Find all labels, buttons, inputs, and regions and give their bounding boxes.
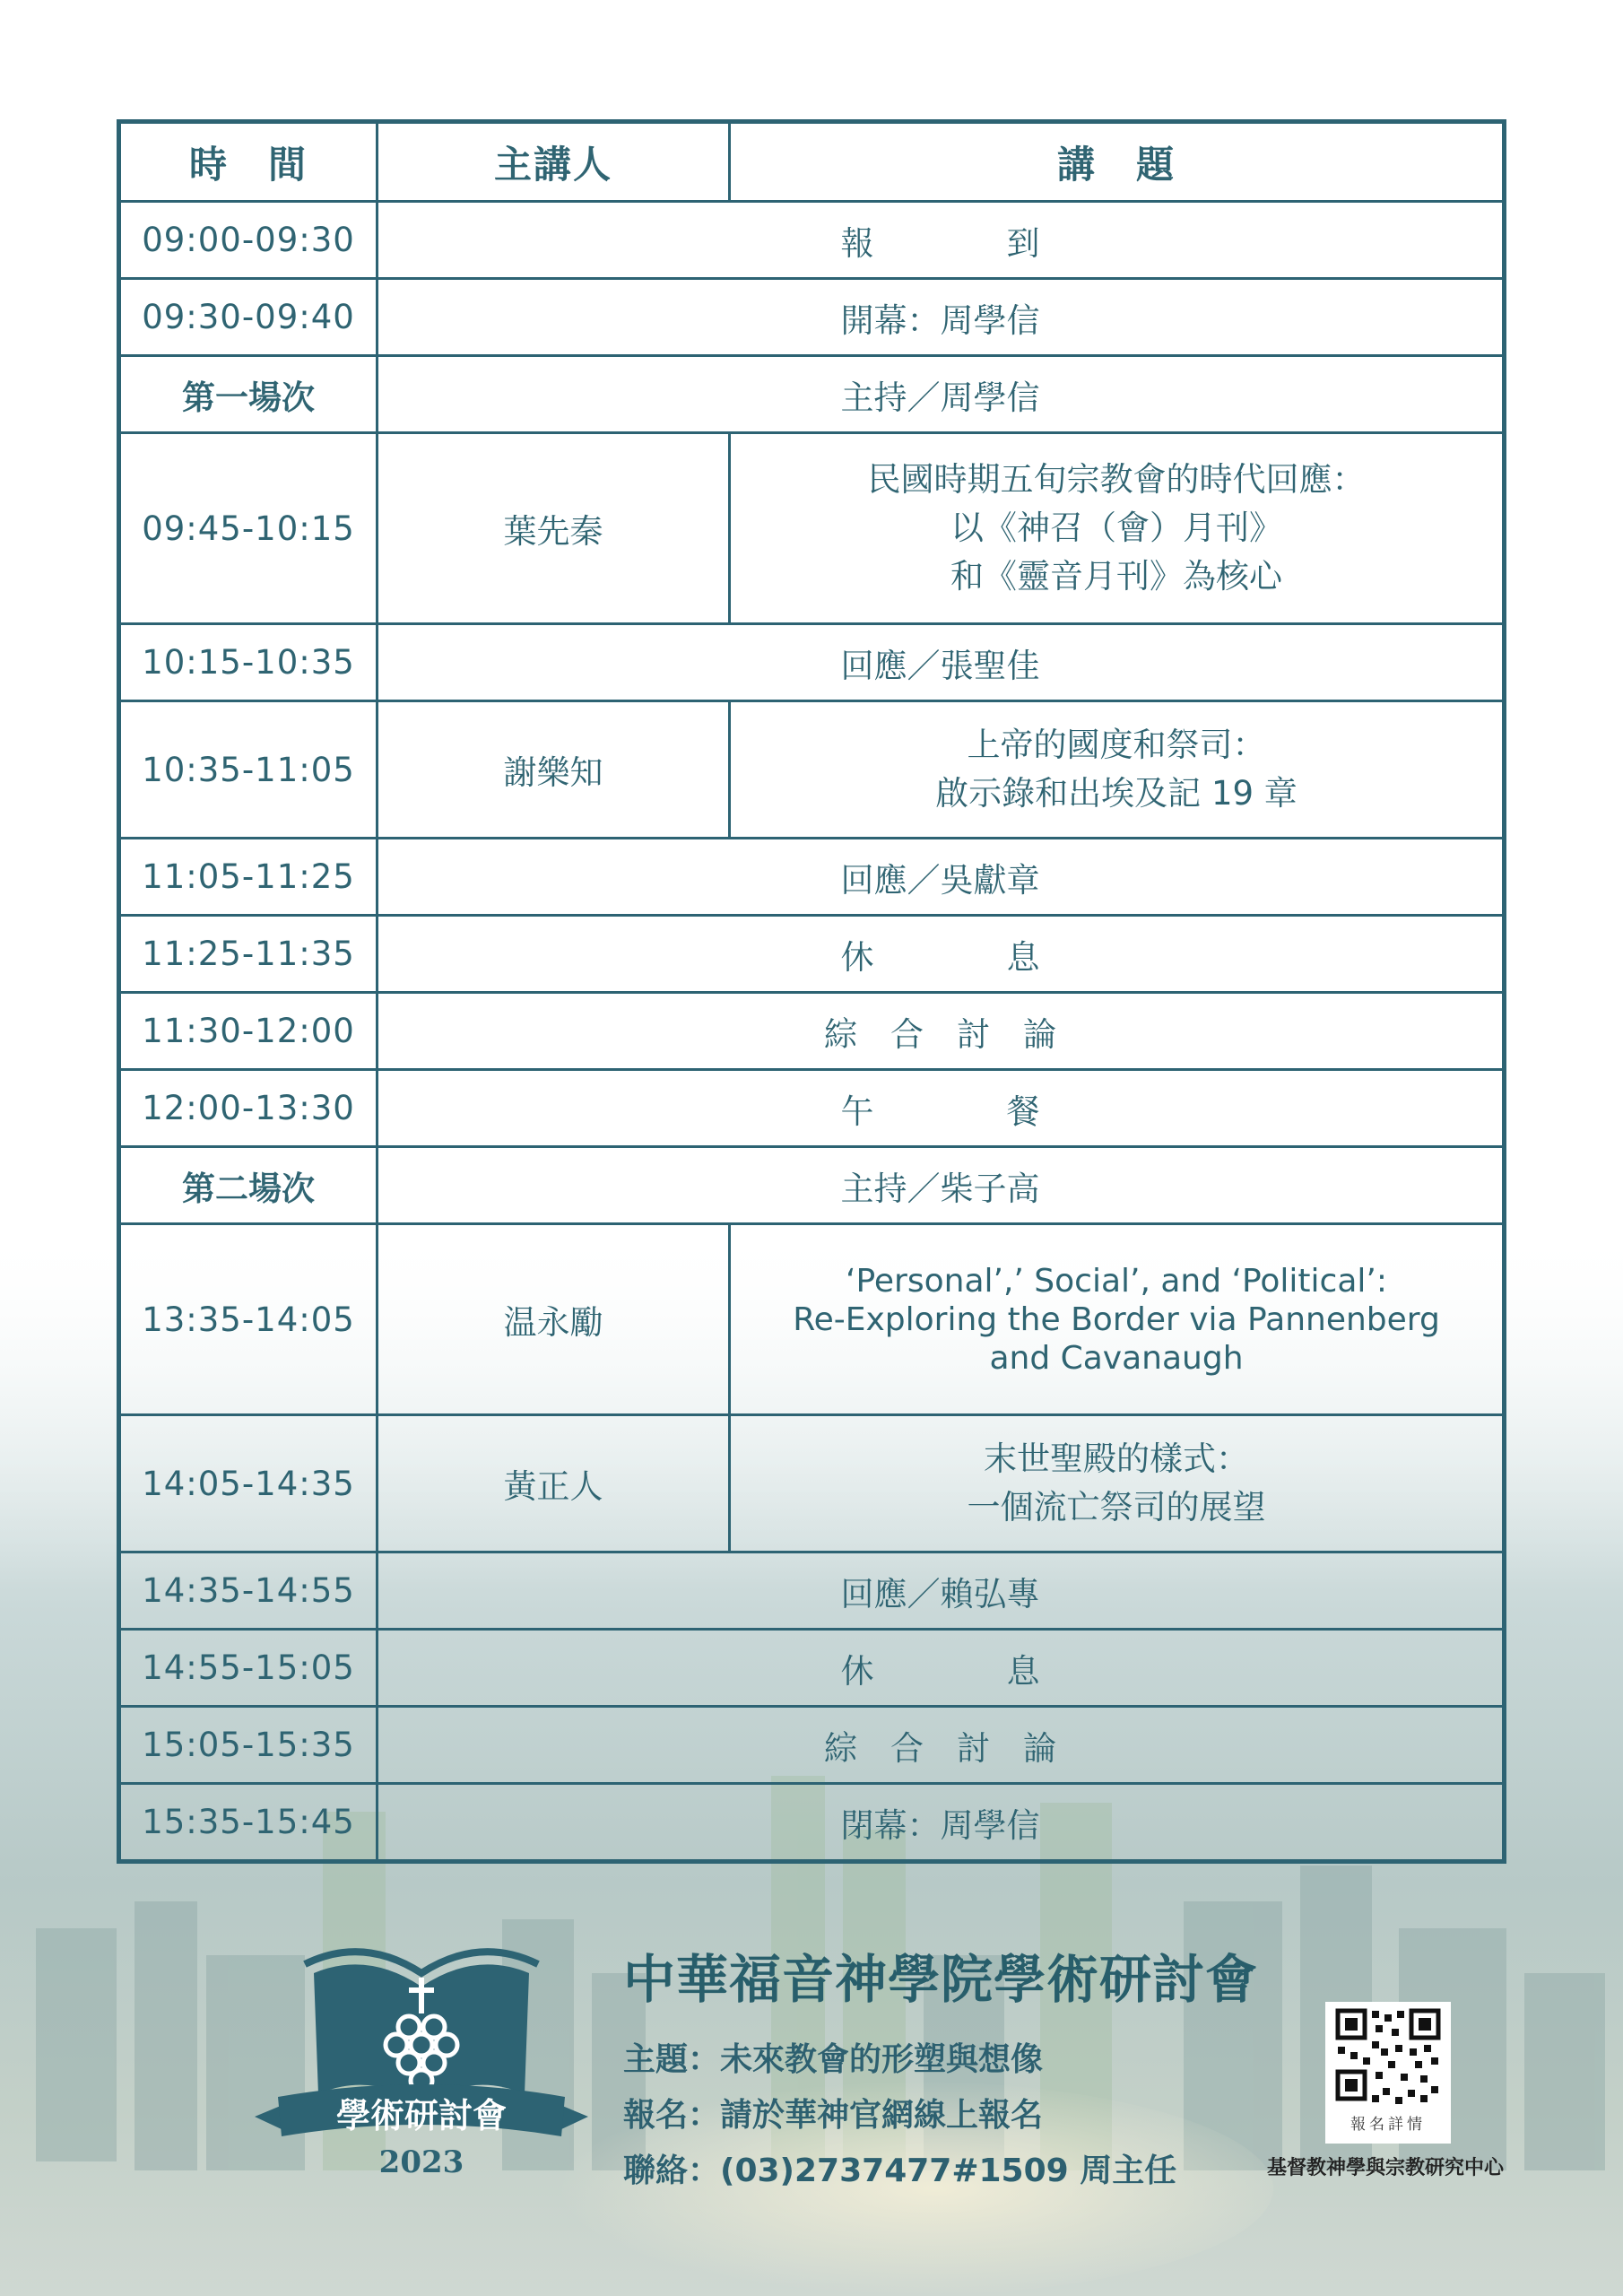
time-cell: 09:00-09:30 <box>119 202 378 279</box>
table-row <box>119 624 1505 701</box>
table-row <box>119 839 1505 916</box>
time-cell: 14:35-14:55 <box>119 1552 378 1630</box>
time-cell: 14:05-14:35 <box>119 1415 378 1552</box>
table-row <box>119 279 1505 356</box>
qr-label: 報名詳情 <box>1350 2116 1426 2134</box>
table-row <box>119 701 1505 839</box>
agenda-cell: 回應／張聖佳 <box>378 624 1505 701</box>
time-cell: 09:45-10:15 <box>119 433 378 624</box>
table-row <box>119 202 1505 279</box>
logo-banner-text: 學術研討會 <box>335 2096 508 2135</box>
agenda-cell: 閉幕：周學信 <box>378 1784 1505 1862</box>
time-cell: 09:30-09:40 <box>119 279 378 356</box>
table-row <box>119 1630 1505 1707</box>
header-speaker: 主講人 <box>378 122 730 202</box>
table-row <box>119 1224 1505 1415</box>
register-line: 報名：請於華神官網線上報名 <box>623 2097 1044 2134</box>
table-row <box>119 1784 1505 1862</box>
theme-line: 主題：未來教會的形塑與想像 <box>623 2041 1044 2078</box>
time-cell: 12:00-13:30 <box>119 1070 378 1147</box>
session-label: 第一場次 <box>119 356 378 433</box>
qr-code[interactable] <box>1325 2002 1451 2144</box>
topic-cell <box>730 1224 1505 1415</box>
speaker-cell: 謝樂知 <box>378 701 730 839</box>
agenda-cell: 休 息 <box>378 916 1505 993</box>
table-row <box>119 1707 1505 1784</box>
topic-line: 和《靈音月刊》為核心 <box>950 557 1282 596</box>
time-cell: 14:55-15:05 <box>119 1630 378 1707</box>
header-topic: 講 題 <box>730 122 1505 202</box>
table-row <box>119 1415 1505 1552</box>
agenda-cell: 綜 合 討 論 <box>378 993 1505 1070</box>
speaker-cell: 黃正人 <box>378 1415 730 1552</box>
speaker-cell: 温永勵 <box>378 1224 730 1415</box>
topic-cell <box>730 701 1505 839</box>
time-cell: 15:05-15:35 <box>119 1707 378 1784</box>
time-cell: 11:05-11:25 <box>119 839 378 916</box>
topic-line: 民國時期五旬宗教會的時代回應： <box>867 460 1366 499</box>
time-cell: 11:30-12:00 <box>119 993 378 1070</box>
organizer-center: 基督教神學與宗教研究中心 <box>1266 2157 1504 2179</box>
topic-line: 以《神召（會）月刊》 <box>950 509 1282 547</box>
header-time: 時 間 <box>119 122 378 202</box>
agenda-cell: 報 到 <box>378 202 1505 279</box>
qr-code-icon[interactable] <box>1325 2002 1451 2109</box>
agenda-cell: 回應／賴弘專 <box>378 1552 1505 1630</box>
time-cell: 15:35-15:45 <box>119 1784 378 1862</box>
footer-info <box>623 1937 1258 2199</box>
seminar-title: 中華福音神學院學術研討會 <box>623 1949 1259 2010</box>
time-cell: 10:35-11:05 <box>119 701 378 839</box>
agenda-cell: 開幕：周學信 <box>378 279 1505 356</box>
contact-line: 聯絡：(03)2737477#1509 周主任 <box>623 2152 1177 2189</box>
schedule-table <box>117 119 1506 1864</box>
topic-line: 上帝的國度和祭司： <box>967 726 1266 764</box>
topic-line: ‘Personal’,’ Social’, and ‘Political’: <box>846 1262 1387 1300</box>
agenda-cell: 休 息 <box>378 1630 1505 1707</box>
topic-cell <box>730 1415 1505 1552</box>
time-cell: 13:35-14:05 <box>119 1224 378 1415</box>
time-cell: 10:15-10:35 <box>119 624 378 701</box>
agenda-cell: 回應／吳獻章 <box>378 839 1505 916</box>
qr-code-box[interactable] <box>1325 2002 1451 2144</box>
logo-year: 2023 <box>378 2144 464 2179</box>
open-book-grapes-cross-icon <box>305 1952 538 2103</box>
table-row <box>119 1070 1505 1147</box>
agenda-cell: 午 餐 <box>378 1070 1505 1147</box>
topic-line: 末世聖殿的樣式： <box>984 1439 1249 1478</box>
table-header-row <box>119 122 1505 202</box>
agenda-cell: 主持／柴子高 <box>378 1147 1505 1224</box>
table-row <box>119 1552 1505 1630</box>
time-cell: 11:25-11:35 <box>119 916 378 993</box>
speaker-cell: 葉先秦 <box>378 433 730 624</box>
topic-line: 啟示錄和出埃及記 19 章 <box>935 774 1298 813</box>
session-label: 第二場次 <box>119 1147 378 1224</box>
topic-cell <box>730 433 1505 624</box>
agenda-cell: 綜 合 討 論 <box>378 1707 1505 1784</box>
table-row <box>119 1147 1505 1224</box>
topic-line: and Cavanaugh <box>989 1339 1244 1377</box>
seminar-logo <box>251 1937 592 2179</box>
table-row <box>119 993 1505 1070</box>
table-row <box>119 356 1505 433</box>
topic-line: 一個流亡祭司的展望 <box>967 1488 1266 1526</box>
topic-line: Re-Exploring the Border via Pannenberg <box>793 1300 1440 1338</box>
table-row <box>119 433 1505 624</box>
agenda-cell: 主持／周學信 <box>378 356 1505 433</box>
table-row <box>119 916 1505 993</box>
